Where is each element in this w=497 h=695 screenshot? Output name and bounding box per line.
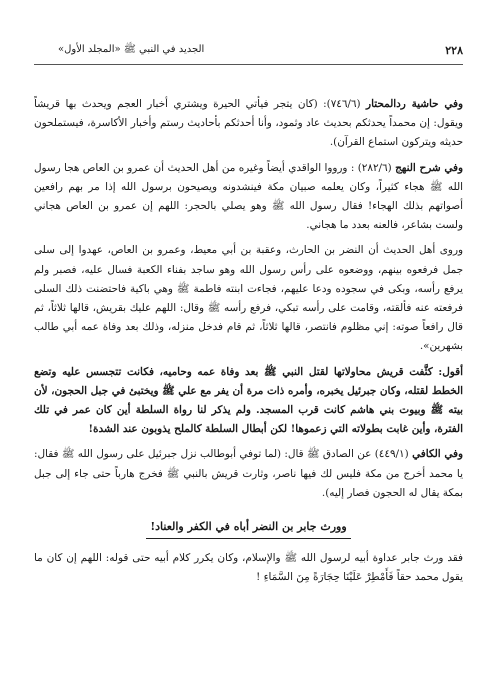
- paragraph: [34, 159, 463, 236]
- paragraph-text: (٧٤٦/٦): (كان يتجر فيأتي الحيرة ويشتري أخبار العجم ويحدث بها قريشاً ويقول: إن محمداً يحدثكم بحديث عاد وثمود، وأنا أحدثكم بأحاديث رستم وأخبار الأكاسرة، فيستملحون حديثه ويتركون استماع القرآن).: [34, 98, 463, 149]
- paragraph: [34, 241, 463, 356]
- paragraph-lead: وفي الكافي: [412, 448, 464, 461]
- paragraph-text: أقول: كثَّفت قريش محاولاتها لقتل النبي ﷺ بعد وفاة عمه وحاميه، فكانت تتجسس عليه وتضع الخطط لقتله، وكان جبرئيل يخبره، وأمره ذات مرة أن يفر مع علي ﷺ ويختبئ في جبل الحجون، لأن بيته ﷺ وبيوت بني هاشم كانت قرب المسجد. ولم يذكر لنا رواة السلطة أين كان عمر في تلك الفترة، وأين غابت بطولاته التي زعموها! لكن أبطال السلطة كالملح يذوبون عند الشدة!: [34, 365, 463, 436]
- page-number: ٢٢٨: [445, 43, 463, 57]
- paragraph: [34, 95, 463, 153]
- paragraph-text: (٢٨٢/٦) : ورووا الواقدي أيضاً وغيره من أهل الحديث أن عمرو بن العاص هجا رسول الله ﷺ هجاء كثيراً، وكان يعلمه صبيان مكة فينشدونه ويصيحون برسول الله إذا مر بهم رافعين أصواتهم بذلك الهجاء! فقال رسول الله ﷺ وهو يصلي بالحجر: اللهم إن عمرو بن العاص هجاني ولست بشاعر، فالعنه بعدد ما هجاني.: [34, 161, 463, 232]
- closing-paragraph: [34, 549, 463, 587]
- paragraph-lead: وفي حاشية ردالمحتار: [366, 98, 464, 110]
- paragraph-text: (٤٤٩/١) عن الصادق ﷺ قال: (لما توفي أبوطالب نزل جبرئيل على رسول الله ﷺ فقال: يا محمد أخرج من مكة فليس لك فيها ناصر، وثارت قريش بالنبي ﷺ فخرج هارباً حتى جاء إلى جبل بمكة يقال له الحجون فصار إليه).: [34, 448, 463, 499]
- paragraph-lead: وفي شرح النهج: [395, 161, 464, 174]
- section-heading: [34, 517, 463, 539]
- running-title: الجديد في النبي ﷺ «المجلد الأول»: [58, 44, 205, 55]
- section-heading-text: وورث جابر بن النضر أباه في الكفر والعناد!: [146, 517, 350, 539]
- header-rule: [34, 64, 463, 65]
- page-body: [34, 95, 463, 594]
- page-header: [58, 40, 463, 60]
- paragraph-text: وروى أهل الحديث أن النضر بن الحارث، وعقبة بن أبي معيط، وعمرو بن العاص، عهدوا إلى سلى جمل فرفعوه بينهم، ووضعوه على رأس رسول الله وهو ساجد بفناء الكعبة فسال عليه، فصبر ولم يرفع رأسه، وبكى في سجوده ودعا عليهم، فجاءت ابنته فاطمة ﷺ وهي باكية فاحتضنت ذلك السلى فرفعته عنه فألقته، وقامت على رأسه تبكي، فرفع رأسه ﷺ وقال: اللهم عليك بقريش، قالها ثلاثاً، ثم قال رافعاً صوته: إني مظلوم فانتصر، قالها ثلاثاً، ثم قام فدخل منزله، وذلك بعد وفاة عمه أبي طالب بشهرين».: [34, 244, 463, 353]
- author-comment-paragraph: [34, 363, 463, 440]
- paragraph: [34, 445, 463, 503]
- paragraph-text: فقد ورث جابر عداوة أبيه لرسول الله ﷺ والإسلام، وكان يكرر كلام أبيه حتى قوله: اللهم إن كان ما يقول محمد حقاً فَأَمْطِرْ عَلَيْنَا حِجَارَةً مِنَ السَّمَاءِ !: [34, 552, 463, 584]
